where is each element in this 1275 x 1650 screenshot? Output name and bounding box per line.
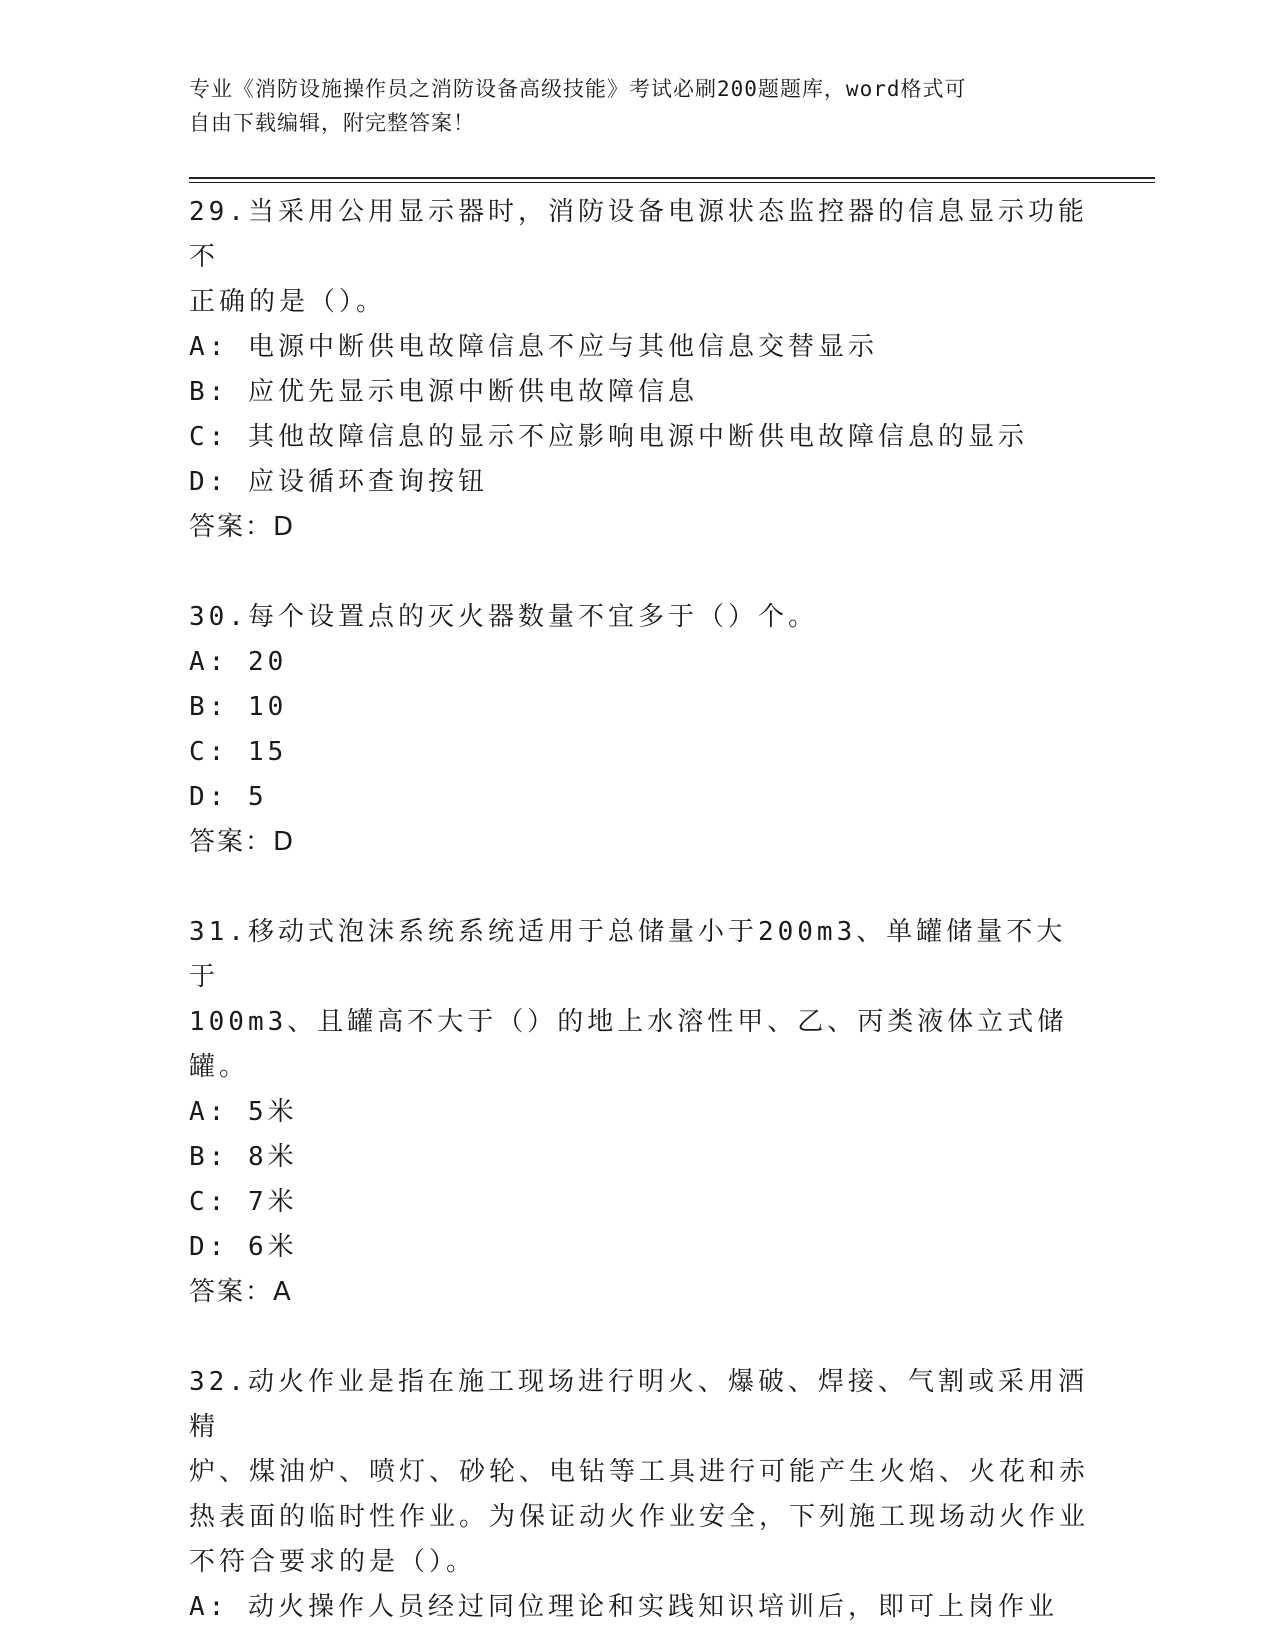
option-d: D: 5 — [189, 782, 268, 812]
answer-line: 答案：D — [189, 827, 296, 857]
header-line-2: 自由下载编辑，附完整答案！ — [189, 111, 475, 135]
question-stem-line: 100m3、且罐高不大于（）的地上水溶性甲、乙、丙类液体立式储罐。 — [189, 1007, 1068, 1082]
option-a: A: 5米 — [189, 1097, 298, 1127]
option-c: C: 15 — [189, 737, 288, 767]
header-line-1: 专业《消防设施操作员之消防设备高级技能》考试必刷200题题库，word格式可 — [189, 77, 967, 101]
answer-line: 答案：D — [189, 512, 296, 542]
option-c: C: 其他故障信息的显示不应影响电源中断供电故障信息的显示 — [189, 422, 1028, 452]
question-stem-line: 不符合要求的是（）。 — [189, 1547, 477, 1577]
question-31 — [189, 910, 1089, 1315]
question-stem-line: 30.每个设置点的灭火器数量不宜多于（）个。 — [189, 602, 818, 632]
option-b: B: 8米 — [189, 1142, 298, 1172]
header-divider-thin — [189, 182, 1155, 183]
header-divider-thick — [189, 177, 1155, 179]
option-a: A: 动火操作人员经过同位理论和实践知识培训后，即可上岗作业 — [189, 1592, 1058, 1622]
question-spacer — [189, 865, 1089, 910]
option-b: B: 应优先显示电源中断供电故障信息 — [189, 377, 698, 407]
question-30 — [189, 595, 1089, 865]
option-d: D: 6米 — [189, 1232, 298, 1262]
option-a: A: 电源中断供电故障信息不应与其他信息交替显示 — [189, 332, 878, 362]
question-list — [189, 190, 1089, 1630]
question-stem-line: 29.当采用公用显示器时，消防设备电源状态监控器的信息显示功能不 — [189, 197, 1088, 272]
question-stem-line: 31.移动式泡沫系统系统适用于总储量小于200m3、单罐储量不大于 — [189, 917, 1067, 992]
question-stem-line: 热表面的临时性作业。为保证动火作业安全，下列施工现场动火作业 — [189, 1502, 1090, 1532]
option-c: C: 7米 — [189, 1187, 298, 1217]
question-stem-line: 32.动火作业是指在施工现场进行明火、爆破、焊接、气割或采用酒精 — [189, 1367, 1088, 1442]
question-spacer — [189, 550, 1089, 595]
option-a: A: 20 — [189, 647, 288, 677]
option-d: D: 应设循环查询按钮 — [189, 467, 488, 497]
question-stem-line: 炉、煤油炉、喷灯、砂轮、电钻等工具进行可能产生火焰、火花和赤 — [189, 1457, 1090, 1487]
question-29 — [189, 190, 1089, 550]
question-spacer — [189, 1315, 1089, 1360]
answer-line: 答案：A — [189, 1277, 293, 1307]
question-32 — [189, 1360, 1089, 1630]
option-b: B: 10 — [189, 692, 288, 722]
question-stem-line: 正确的是（）。 — [189, 287, 387, 317]
document-header — [189, 72, 1089, 140]
